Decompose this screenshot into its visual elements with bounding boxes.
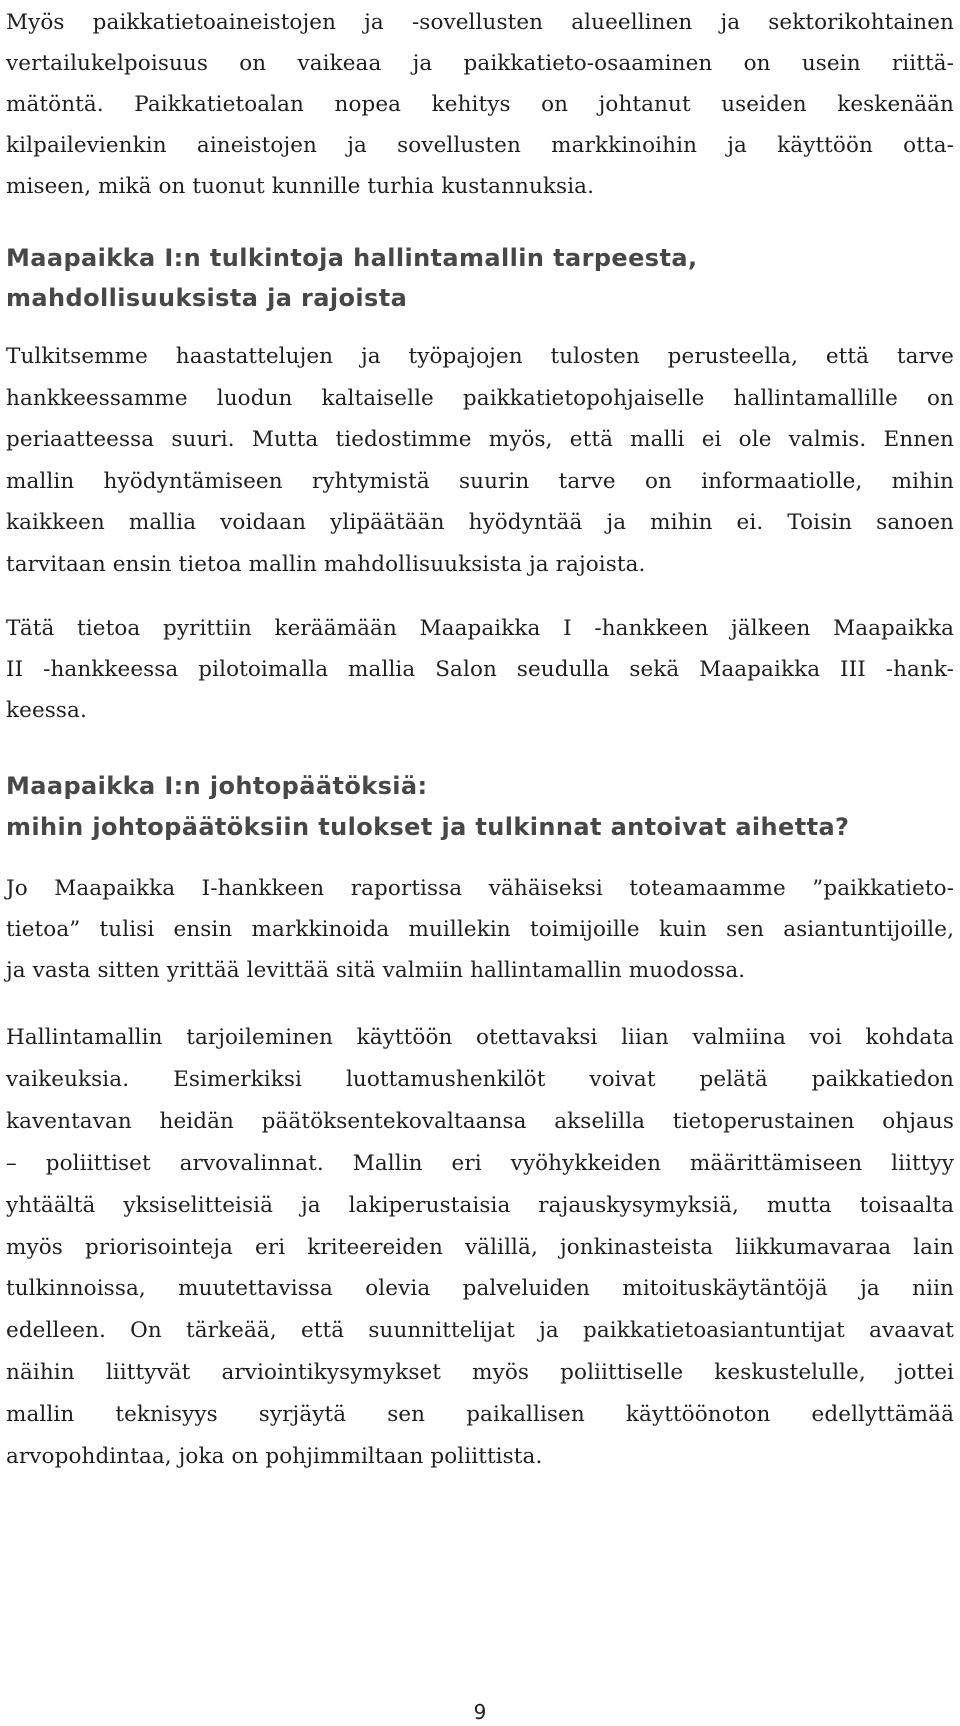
text-line: edelleen. On tärkeää, että suunnittelijat ja paikkatietoasiantuntijat avaavat [6, 1318, 954, 1344]
heading-line: mahdollisuuksista ja rajoista [6, 284, 408, 312]
heading-line: Maapaikka I:n johtopäätöksiä: [6, 772, 428, 800]
text-line: mätöntä. Paikkatietoalan nopea kehitys on johtanut useiden keskenään [6, 92, 954, 117]
paragraph-interpretation [6, 336, 954, 586]
heading-line: mihin johtopäätöksiin tulokset ja tulkinnat antoivat aihetta? [6, 813, 850, 841]
text-line: vertailukelpoisuus on vaikeaa ja paikkatieto-osaaminen on usein riittä- [6, 51, 954, 76]
text-line: näihin liittyvät arviointikysymykset myös poliittiselle keskustelulle, jottei [6, 1360, 954, 1386]
text-line: vaikeuksia. Esimerkiksi luottamushenkilöt voivat pelätä paikkatiedon [6, 1066, 954, 1092]
text-line: kilpailevienkin aineistojen ja sovellusten markkinoihin ja käyttöön otta- [6, 133, 954, 158]
text-line: Hallintamallin tarjoileminen käyttöön otettavaksi liian valmiina voi kohdata [6, 1025, 954, 1050]
text-line: – poliittiset arvovalinnat. Mallin eri vyöhykkeiden määrittämiseen liittyy [6, 1150, 954, 1176]
paragraph-follow-up [6, 608, 954, 731]
paragraph-intro [6, 2, 954, 207]
text-line: Tulkitsemme haastattelujen ja työpajojen tulosten perusteella, että tarve [6, 344, 954, 369]
text-line: yhtäältä yksiselitteisiä ja lakiperustaisia rajauskysymyksiä, mutta toisaalta [6, 1192, 954, 1218]
paragraph-conclusion-1 [6, 868, 954, 991]
heading-line: Maapaikka I:n tulkintoja hallintamallin tarpeesta, [6, 244, 698, 272]
text-line: tulkinnoissa, muutettavissa olevia palveluiden mitoituskäytäntöjä ja niin [6, 1276, 954, 1302]
text-line: II -hankkeessa pilotoimalla mallia Salon seudulla sekä Maapaikka III -hank- [6, 657, 954, 682]
text-line: periaatteessa suuri. Mutta tiedostimme myös, että malli ei ole valmis. Ennen [6, 427, 954, 453]
text-line: ja vasta sitten yrittää levittää sitä valmiin hallintamallin muodossa. [6, 958, 746, 983]
text-line: miseen, mikä on tuonut kunnille turhia kustannuksia. [6, 174, 595, 199]
text-line: Myös paikkatietoaineistojen ja -sovellusten alueellinen ja sektorikohtainen [6, 10, 954, 35]
text-line: kaikkeen mallia voidaan ylipäätään hyödyntää ja mihin ei. Toisin sanoen [6, 510, 954, 536]
text-line: arvopohdintaa, joka on pohjimmiltaan poliittista. [6, 1444, 543, 1470]
text-line: Jo Maapaikka I-hankkeen raportissa vähäiseksi toteamaamme ”paikkatieto- [6, 876, 954, 901]
text-line: tietoa” tulisi ensin markkinoida muillekin toimijoille kuin sen asiantuntijoille, [6, 917, 954, 942]
text-line: Tätä tietoa pyrittiin keräämään Maapaikka I -hankkeen jälkeen Maapaikka [6, 616, 954, 641]
section-heading-interpretations [6, 238, 954, 318]
page-number: 9 [473, 1700, 487, 1724]
text-line: mallin teknisyys syrjäytä sen paikallisen käyttöönoton edellyttämää [6, 1402, 954, 1428]
text-line: kaventavan heidän päätöksentekovaltaansa akselilla tietoperustainen ohjaus [6, 1108, 954, 1134]
text-line: hankkeessamme luodun kaltaiselle paikkatietopohjaiselle hallintamallille on [6, 385, 954, 411]
paragraph-conclusion-2 [6, 1017, 954, 1478]
text-line: keessa. [6, 698, 87, 723]
text-line: tarvitaan ensin tietoa mallin mahdollisuuksista ja rajoista. [6, 551, 646, 577]
text-line: myös priorisointeja eri kriteereiden välillä, jonkinasteista liikkumavaraa lain [6, 1234, 954, 1260]
text-line: mallin hyödyntämiseen ryhtymistä suurin tarve on informaatiolle, mihin [6, 468, 954, 494]
section-heading-conclusions [6, 766, 954, 848]
